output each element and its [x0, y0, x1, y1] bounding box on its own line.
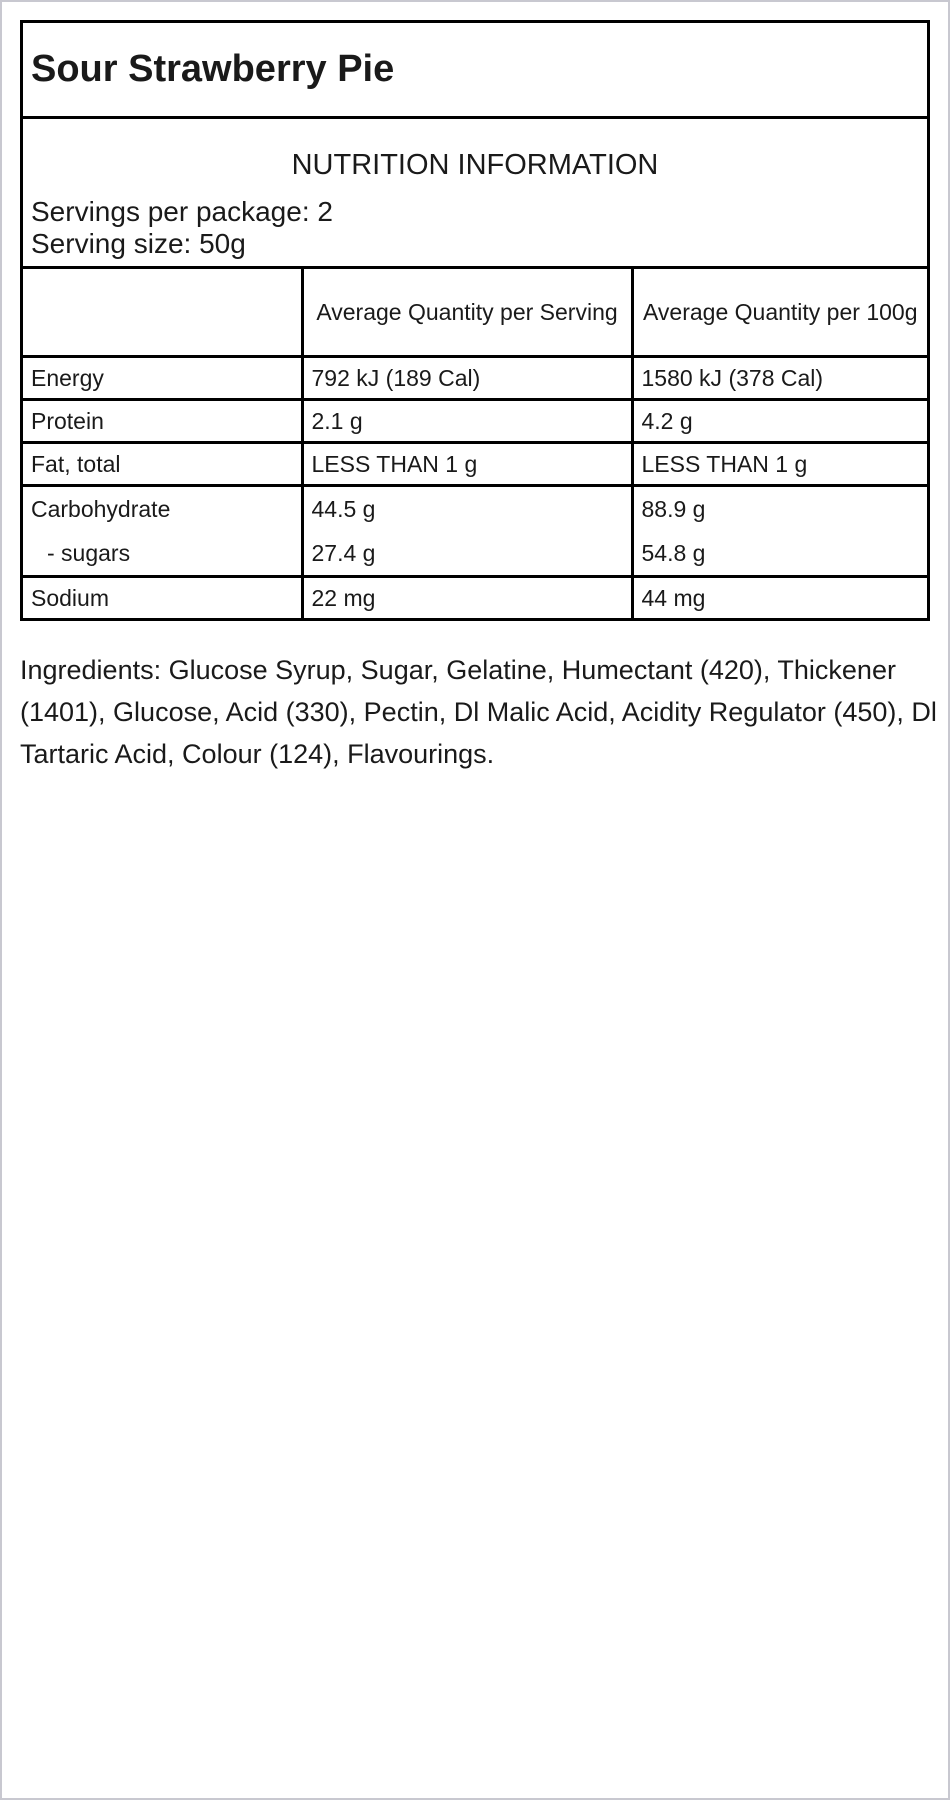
nutrient-per-100g: 1580 kJ (378 Cal) [632, 357, 927, 400]
serving-size: Serving size: 50g [31, 228, 246, 259]
table-row [23, 400, 927, 443]
header-per-serving: Average Quantity per Serving [302, 269, 632, 357]
nutrient-sub-per-100g: 54.8 g [641, 540, 706, 566]
nutrient-sub-per-serving: 27.4 g [311, 540, 376, 566]
table-header-row [23, 269, 927, 357]
table-row [23, 443, 927, 486]
nutrition-table [23, 269, 927, 618]
nutrition-heading: NUTRITION INFORMATION [291, 149, 659, 181]
nutrient-per-serving: 792 kJ (189 Cal) [302, 357, 632, 400]
nutrient-name: Energy [23, 357, 302, 400]
nutrient-per-100g-cell [632, 486, 927, 577]
nutrient-per-100g: 44 mg [632, 577, 927, 619]
nutrient-per-serving: 2.1 g [302, 400, 632, 443]
nutrient-name: Protein [23, 400, 302, 443]
nutrient-per-100g: 4.2 g [632, 400, 927, 443]
product-title: Sour Strawberry Pie [31, 48, 395, 90]
serving-info [23, 119, 927, 269]
nutrient-name: Sodium [23, 577, 302, 619]
nutrient-sub-name: - sugars [47, 540, 131, 566]
title-box [23, 23, 927, 119]
nutrient-per-serving: 44.5 g [311, 496, 376, 522]
nutrition-label [20, 20, 930, 621]
nutrient-per-100g: LESS THAN 1 g [632, 443, 927, 486]
nutrient-name: Carbohydrate [31, 496, 171, 522]
servings-per-package: Servings per package: 2 [31, 196, 333, 227]
nutrient-name-cell [23, 486, 302, 577]
table-row [23, 357, 927, 400]
header-per-100g: Average Quantity per 100g [632, 269, 927, 357]
nutrient-per-serving: 22 mg [302, 577, 632, 619]
table-row [23, 577, 927, 619]
nutrient-per-serving-cell [302, 486, 632, 577]
table-row [23, 486, 927, 577]
header-blank-cell [23, 269, 302, 357]
nutrient-name: Fat, total [23, 443, 302, 486]
nutrient-per-serving: LESS THAN 1 g [302, 443, 632, 486]
ingredients-text: Ingredients: Glucose Syrup, Sugar, Gelatine, Humectant (420), Thickener (1401), Glucose, Acid (330), Pectin, Dl Malic Acid, Acidity Regulator (450), Dl Tartaric Acid, Colour (124), Flavourings. [20, 655, 937, 769]
nutrient-per-100g: 88.9 g [641, 496, 706, 522]
